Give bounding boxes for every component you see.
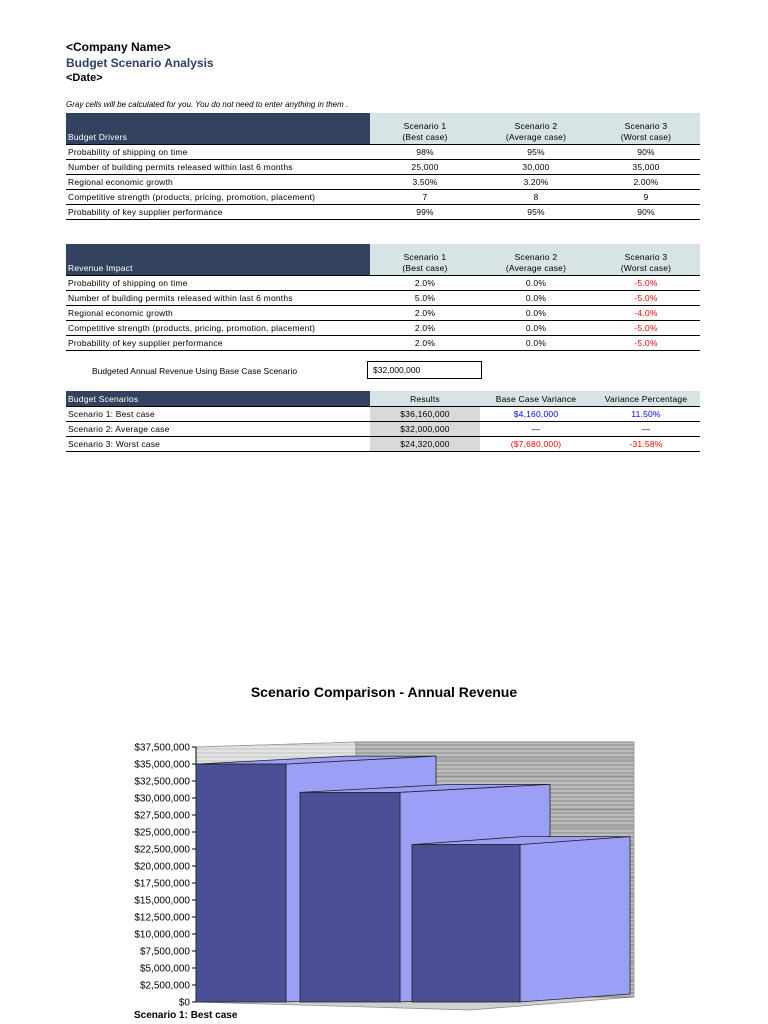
y-tick-label: $7,500,000 — [139, 946, 190, 958]
table-row — [66, 276, 700, 291]
bar-front — [300, 792, 400, 1002]
input-cell[interactable]: 9 — [592, 190, 700, 205]
column-header-scenario-1: Scenario 1 (Best case) — [370, 113, 480, 145]
column-header-variance: Base Case Variance — [480, 391, 592, 407]
variance-cell: ($7,680,000) — [480, 437, 592, 452]
input-cell[interactable]: 0.0% — [480, 306, 592, 321]
y-tick-label: $27,500,000 — [134, 810, 190, 822]
column-header-scenario-3: Scenario 3 (Worst case) — [592, 244, 700, 276]
input-cell[interactable]: 2.00% — [592, 175, 700, 190]
row-label: Scenario 2: Average case — [66, 422, 370, 437]
input-cell[interactable]: 90% — [592, 205, 700, 220]
row-label: Number of building permits released within last 6 months — [66, 160, 370, 175]
sheet-title: Budget Scenario Analysis — [66, 56, 214, 70]
row-label: Competitive strength (products, pricing, promotion, placement) — [66, 190, 370, 205]
y-tick-label: $32,500,000 — [134, 776, 190, 788]
table-row — [66, 205, 700, 220]
y-tick-label: $5,000,000 — [139, 963, 190, 975]
table-header-row — [66, 244, 700, 276]
table-row — [66, 175, 700, 190]
input-cell[interactable]: 0.0% — [480, 291, 592, 306]
y-tick-label: $0 — [178, 997, 190, 1009]
input-cell[interactable]: 30,000 — [480, 160, 592, 175]
table-row — [66, 190, 700, 205]
revenue-bar-chart — [0, 735, 768, 1024]
row-label: Regional economic growth — [66, 175, 370, 190]
y-tick-label: $30,000,000 — [134, 793, 190, 805]
budget-drivers-header: Budget Drivers — [66, 113, 370, 145]
budget-drivers-table — [66, 113, 700, 220]
table-row — [66, 306, 700, 321]
column-header-scenario-1: Scenario 1 (Best case) — [370, 244, 480, 276]
bar-front — [412, 845, 520, 1002]
row-label: Probability of key supplier performance — [66, 205, 370, 220]
column-header-scenario-2: Scenario 2 (Average case) — [480, 244, 592, 276]
row-label: Number of building permits released within last 6 months — [66, 291, 370, 306]
table-row — [66, 291, 700, 306]
input-cell[interactable]: 99% — [370, 205, 480, 220]
input-cell[interactable]: -5.0% — [592, 276, 700, 291]
column-header-scenario-3: Scenario 3 (Worst case) — [592, 113, 700, 145]
table-header-row — [66, 391, 700, 407]
table-header-row — [66, 113, 700, 145]
bar-front — [196, 764, 286, 1002]
budget-scenarios-header: Budget Scenarios — [66, 391, 370, 407]
table-row — [66, 336, 700, 351]
sheet-date: <Date> — [66, 72, 103, 84]
y-tick-label: $37,500,000 — [134, 742, 190, 754]
base-revenue-label: Budgeted Annual Revenue Using Base Case Scenario — [92, 366, 298, 376]
percent-cell: -31.58% — [592, 437, 700, 452]
row-label: Probability of key supplier performance — [66, 336, 370, 351]
table-row — [66, 437, 700, 452]
table-row — [66, 422, 700, 437]
input-cell[interactable]: -5.0% — [592, 291, 700, 306]
input-cell[interactable]: 90% — [592, 145, 700, 160]
column-header-percent: Variance Percentage — [592, 391, 700, 407]
row-label: Regional economic growth — [66, 306, 370, 321]
row-label: Competitive strength (products, pricing, promotion, placement) — [66, 321, 370, 336]
company-name: <Company Name> — [66, 40, 171, 54]
input-cell[interactable]: 2.0% — [370, 306, 480, 321]
input-cell[interactable]: 35,000 — [592, 160, 700, 175]
revenue-impact-table — [66, 244, 700, 351]
result-cell: $32,000,000 — [370, 422, 480, 437]
percent-cell: 11.50% — [592, 407, 700, 422]
input-cell[interactable]: 2.0% — [370, 336, 480, 351]
variance-cell: — — [480, 422, 592, 437]
row-label: Scenario 3: Worst case — [66, 437, 370, 452]
input-cell[interactable]: 98% — [370, 145, 480, 160]
table-row — [66, 321, 700, 336]
percent-cell: — — [592, 422, 700, 437]
y-tick-label: $2,500,000 — [139, 980, 190, 992]
input-cell[interactable]: 95% — [480, 205, 592, 220]
input-cell[interactable]: 0.0% — [480, 276, 592, 291]
row-label: Probability of shipping on time — [66, 276, 370, 291]
y-tick-label: $35,000,000 — [134, 759, 190, 771]
y-tick-label: $25,000,000 — [134, 827, 190, 839]
x-axis — [134, 1010, 238, 1021]
input-cell[interactable]: 7 — [370, 190, 480, 205]
y-tick-label: $10,000,000 — [134, 929, 190, 941]
input-cell[interactable]: 8 — [480, 190, 592, 205]
y-tick-label: $15,000,000 — [134, 895, 190, 907]
revenue-impact-header: Revenue Impact — [66, 244, 370, 276]
row-label: Scenario 1: Best case — [66, 407, 370, 422]
input-cell[interactable]: 3.20% — [480, 175, 592, 190]
x-category-label: Scenario 1: Best case — [134, 1010, 238, 1021]
input-cell[interactable]: 3.50% — [370, 175, 480, 190]
budget-scenarios-table — [66, 391, 700, 452]
table-row — [66, 145, 700, 160]
column-header-results: Results — [370, 391, 480, 407]
variance-cell: $4,160,000 — [480, 407, 592, 422]
y-tick-label: $17,500,000 — [134, 878, 190, 890]
y-axis — [134, 743, 196, 1009]
chart-title: Scenario Comparison - Annual Revenue — [250, 684, 518, 700]
input-cell[interactable]: 5.0% — [370, 291, 480, 306]
y-tick-label: $20,000,000 — [134, 861, 190, 873]
column-header-scenario-2: Scenario 2 (Average case) — [480, 113, 592, 145]
bar-side — [520, 837, 630, 1002]
input-cell[interactable]: 0.0% — [480, 321, 592, 336]
table-row — [66, 160, 700, 175]
input-cell[interactable]: -4.0% — [592, 306, 700, 321]
instruction-note: Gray cells will be calculated for you. You do not need to enter anything in them . — [66, 100, 349, 109]
y-tick-label: $22,500,000 — [134, 844, 190, 856]
result-cell: $36,160,000 — [370, 407, 480, 422]
base-revenue-input[interactable]: $32,000,000 — [367, 361, 482, 379]
input-cell[interactable]: 2.0% — [370, 321, 480, 336]
input-cell[interactable]: 0.0% — [480, 336, 592, 351]
input-cell[interactable]: -5.0% — [592, 321, 700, 336]
result-cell: $24,320,000 — [370, 437, 480, 452]
input-cell[interactable]: 2.0% — [370, 276, 480, 291]
bar — [412, 837, 630, 1002]
y-tick-label: $12,500,000 — [134, 912, 190, 924]
input-cell[interactable]: -5.0% — [592, 336, 700, 351]
table-row — [66, 407, 700, 422]
row-label: Probability of shipping on time — [66, 145, 370, 160]
input-cell[interactable]: 25,000 — [370, 160, 480, 175]
input-cell[interactable]: 95% — [480, 145, 592, 160]
